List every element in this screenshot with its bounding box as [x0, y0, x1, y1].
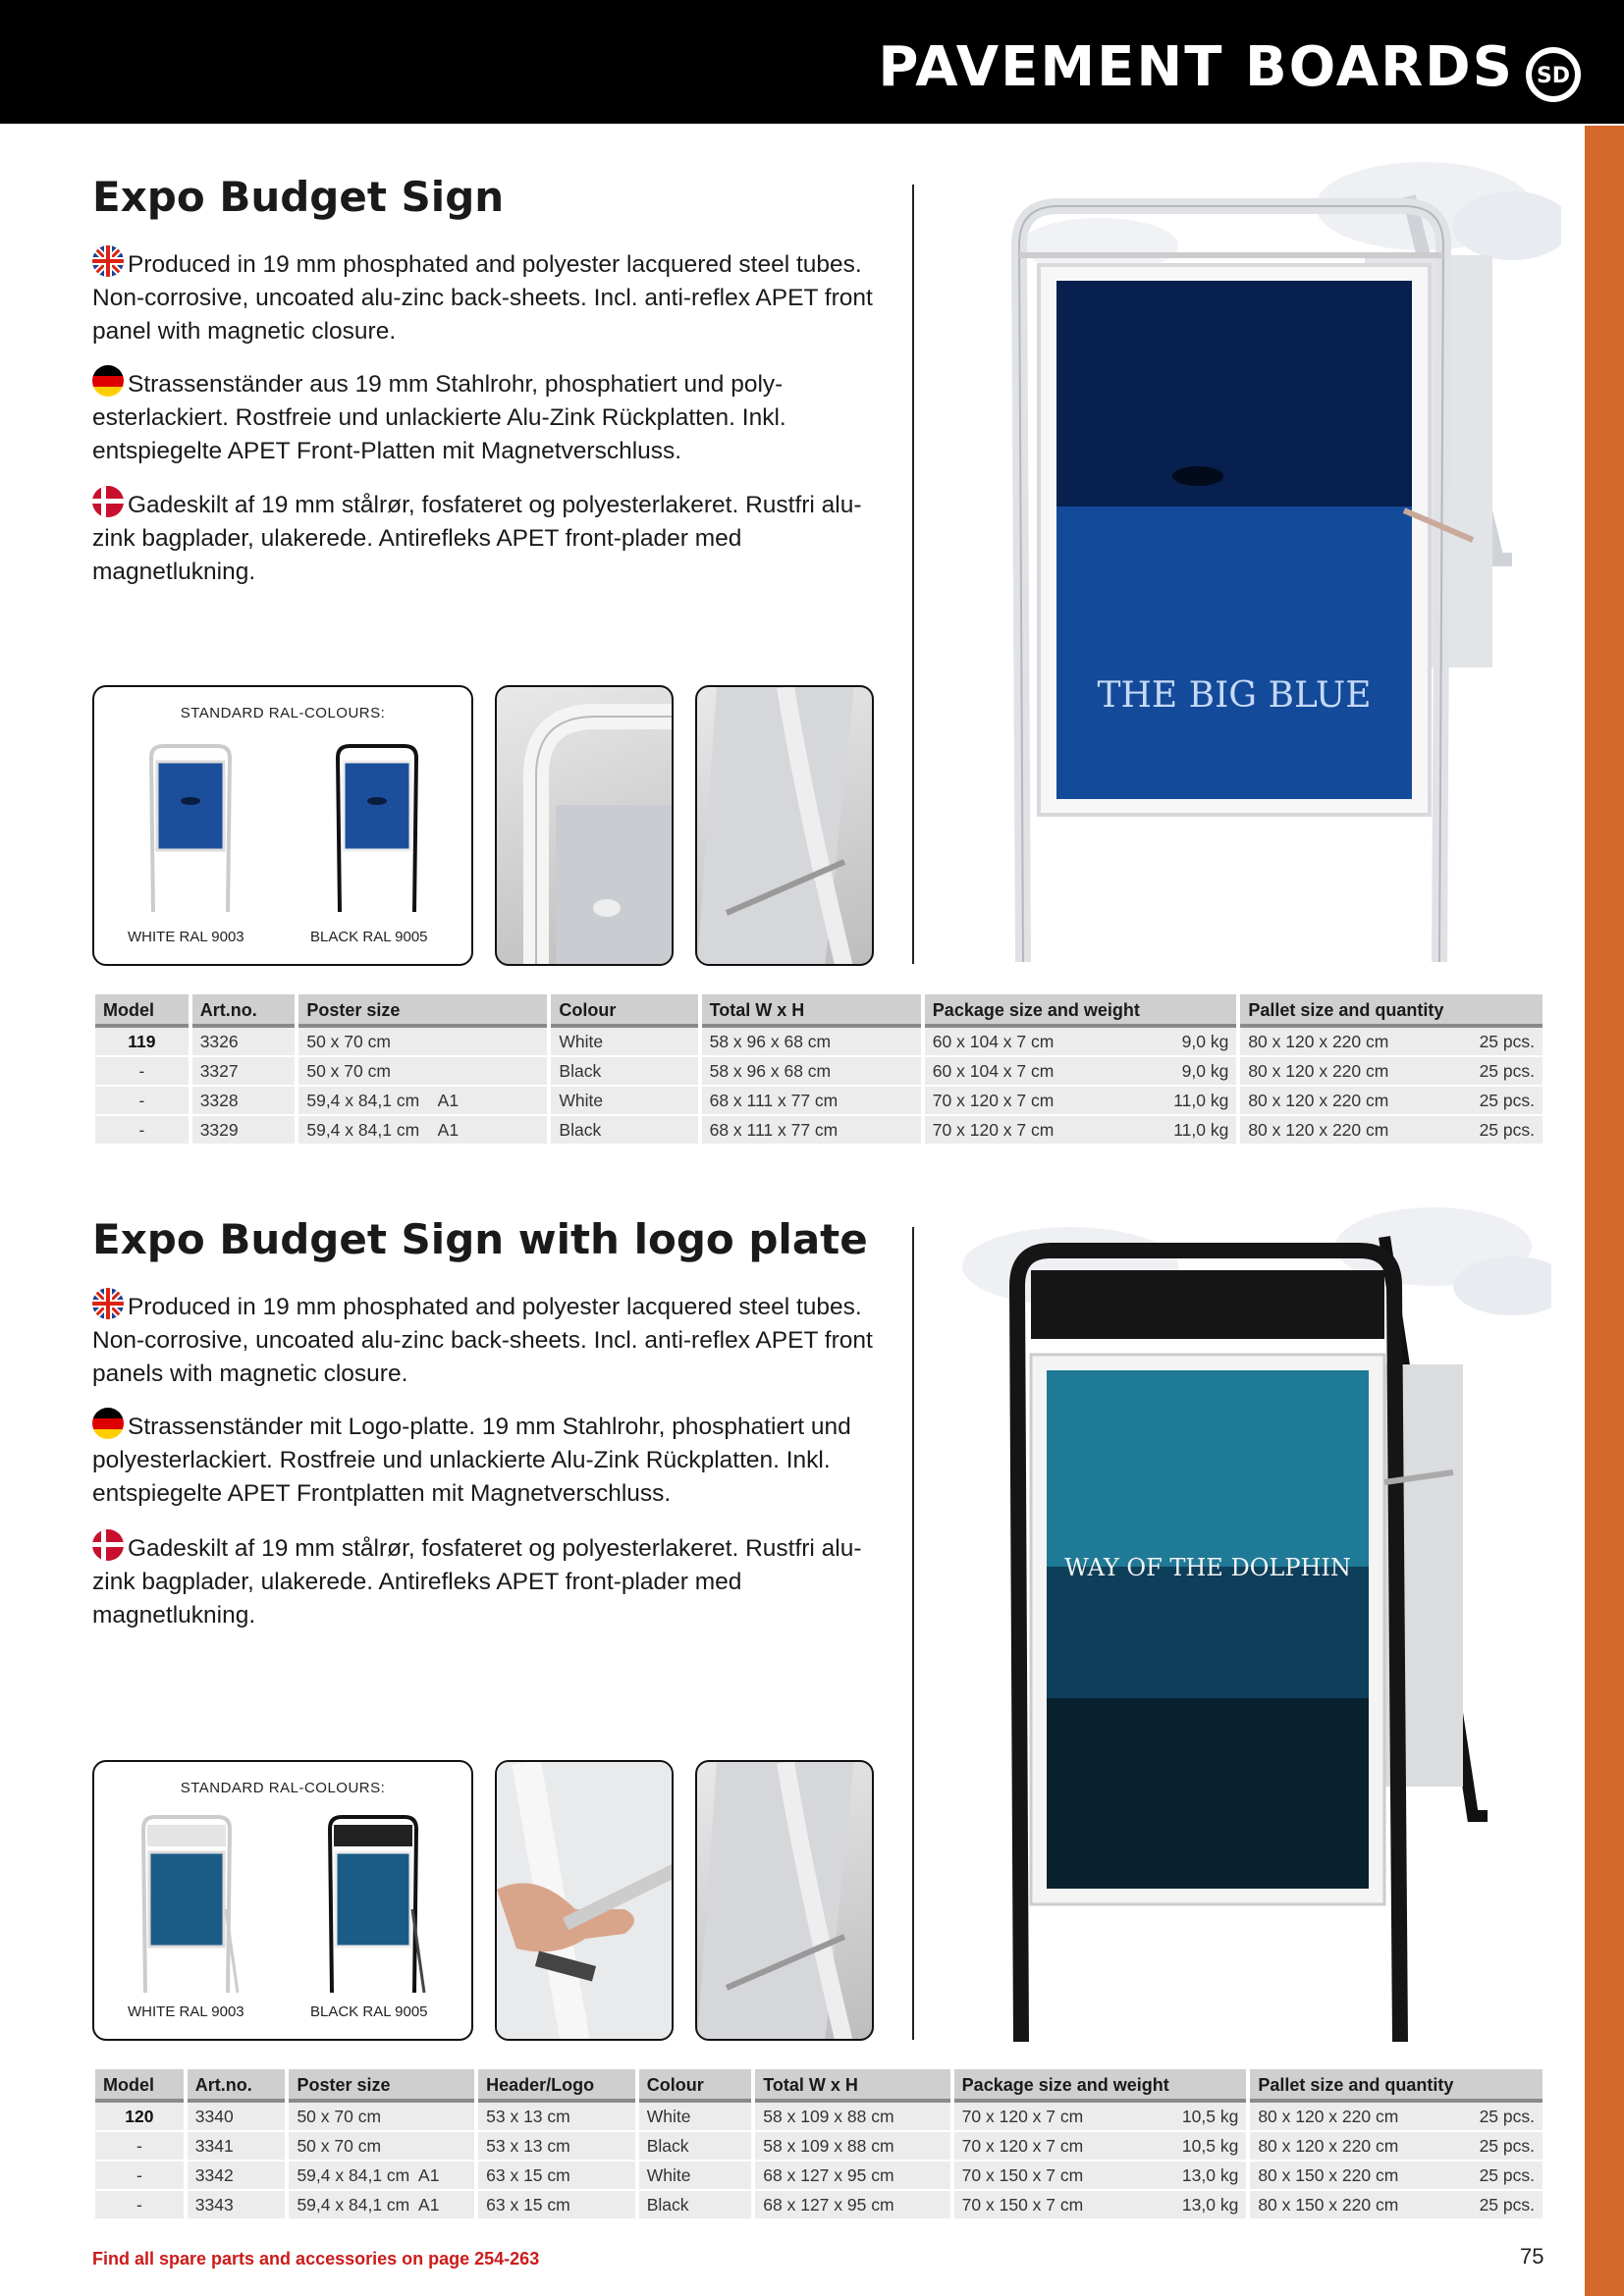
germany-flag-icon [92, 365, 124, 397]
cell-weight: 11,0 kg [1173, 1119, 1229, 1140]
cell-header-logo: 53 x 13 cm [478, 2132, 635, 2162]
sd-logo-icon [1522, 43, 1585, 106]
cell-artno: 3327 [192, 1057, 296, 1087]
cell-colour: White [639, 2103, 752, 2132]
denmark-flag-icon [92, 1529, 124, 1561]
cell-package-size: 70 x 150 x 7 cm [961, 2194, 1084, 2215]
table-row [95, 1087, 1543, 1116]
ral-colour-swatch-box [92, 685, 473, 966]
cell-header-logo: 63 x 15 cm [478, 2191, 635, 2220]
spec-table [91, 2069, 1546, 2220]
cell-pallet-size: 80 x 150 x 220 cm [1258, 2194, 1399, 2215]
orange-side-strip [1585, 126, 1624, 2296]
cell-pallet-size: 80 x 120 x 220 cm [1248, 1031, 1389, 1051]
cell-total-size: 68 x 111 x 77 cm [702, 1087, 921, 1116]
cell-weight: 9,0 kg [1181, 1031, 1229, 1051]
cell-colour: White [551, 1087, 697, 1116]
product-image-expo-budget-sign-logo [923, 1188, 1551, 2061]
cell-weight: 9,0 kg [1181, 1060, 1229, 1081]
cell-poster-size: 59,4 x 84,1 cm [306, 1090, 420, 1110]
detail-photo-frame-corner [495, 685, 674, 966]
table-row [95, 2191, 1543, 2220]
divider-line [912, 1227, 914, 2040]
cell-model: - [95, 2191, 184, 2220]
cell-artno: 3329 [192, 1116, 296, 1146]
ral-colour-swatch-box [92, 1760, 473, 2041]
col-header: Total W x H [755, 2069, 949, 2103]
cell-quantity: 25 pcs. [1479, 1031, 1535, 1051]
cell-package-size: 70 x 120 x 7 cm [961, 2106, 1084, 2126]
col-header: Colour [639, 2069, 752, 2103]
cell-poster-size: 59,4 x 84,1 cm [297, 2194, 410, 2215]
cell-total-size: 68 x 111 x 77 cm [702, 1116, 921, 1146]
cell-format: A1 [418, 2164, 440, 2185]
cell-poster-size: 50 x 70 cm [297, 2135, 382, 2156]
cell-colour: White [639, 2162, 752, 2191]
col-header: Total W x H [702, 994, 921, 1028]
table-row [95, 1057, 1543, 1087]
cell-model: - [95, 1116, 189, 1146]
cell-quantity: 25 pcs. [1479, 2164, 1535, 2185]
cell-artno: 3342 [188, 2162, 286, 2191]
swatch-caption: STANDARD RAL-COLOURS: [180, 1780, 386, 1796]
cell-poster-size: 50 x 70 cm [306, 1060, 391, 1081]
cell-artno: 3341 [188, 2132, 286, 2162]
denmark-flag-icon [92, 486, 124, 517]
cell-format: A1 [418, 2194, 440, 2215]
product-image-expo-budget-sign [962, 137, 1561, 972]
col-header: Package size and weight [925, 994, 1237, 1028]
cell-model: 119 [95, 1028, 189, 1057]
cell-package-size: 60 x 104 x 7 cm [932, 1060, 1055, 1081]
cell-artno: 3340 [188, 2103, 286, 2132]
uk-flag-icon [92, 245, 124, 277]
cell-colour: White [551, 1028, 697, 1057]
black-sign-logo-thumbnail [320, 1811, 428, 1998]
cell-colour: Black [639, 2132, 752, 2162]
col-header: Poster size [298, 994, 547, 1028]
table-header-row [95, 2069, 1543, 2103]
description-da: Gadeskilt af 19 mm stålrør, fosfateret og polyesterlakeret. Rustfri alu-zink bagplader, ulakerede. Antirefleks APET front-plader med magnetlukning. [92, 486, 878, 589]
cell-total-size: 58 x 96 x 68 cm [702, 1028, 921, 1057]
black-ral-label: BLACK RAL 9005 [310, 929, 428, 945]
cell-total-size: 58 x 109 x 88 cm [755, 2103, 949, 2132]
logo-text: SD [1536, 64, 1571, 88]
page-title: PAVEMENT BOARDS [878, 35, 1514, 99]
cell-format: A1 [437, 1090, 460, 1110]
white-sign-logo-thumbnail [134, 1811, 242, 1998]
table-row [95, 1116, 1543, 1146]
description-da: Gadeskilt af 19 mm stålrør, fosfateret og polyesterlakeret. Rustfri alu-zink bagplader, ulakerede. Antirefleks APET front-plader med magnetlukning. [92, 1529, 878, 1632]
black-ral-label: BLACK RAL 9005 [310, 2003, 428, 2020]
poster-title: THE BIG BLUE [1097, 675, 1372, 716]
detail-photo-side-brace [695, 1760, 874, 2041]
cell-model: - [95, 2162, 184, 2191]
cell-weight: 11,0 kg [1173, 1090, 1229, 1110]
cell-colour: Black [639, 2191, 752, 2220]
cell-poster-size: 59,4 x 84,1 cm [297, 2164, 410, 2185]
cell-weight: 13,0 kg [1181, 2194, 1239, 2215]
cell-total-size: 68 x 127 x 95 cm [755, 2162, 949, 2191]
table-row [95, 2132, 1543, 2162]
col-header: Header/Logo [478, 2069, 635, 2103]
white-ral-label: WHITE RAL 9003 [128, 929, 244, 945]
divider-line [912, 185, 914, 964]
cell-format: A1 [437, 1119, 460, 1140]
spec-table [91, 994, 1546, 1146]
cell-package-size: 70 x 150 x 7 cm [961, 2164, 1084, 2185]
poster-title: WAY OF THE DOLPHIN [1064, 1554, 1351, 1581]
cell-pallet-size: 80 x 120 x 220 cm [1248, 1119, 1389, 1140]
cell-pallet-size: 80 x 120 x 220 cm [1258, 2135, 1399, 2156]
white-sign-thumbnail [141, 740, 240, 917]
cell-poster-size: 50 x 70 cm [306, 1031, 391, 1051]
swatch-caption: STANDARD RAL-COLOURS: [180, 705, 386, 721]
col-header: Package size and weight [954, 2069, 1247, 2103]
detail-photo-hand-opening-frame [495, 1760, 674, 2041]
cell-weight: 10,5 kg [1181, 2135, 1239, 2156]
cell-quantity: 25 pcs. [1479, 1090, 1535, 1110]
col-header: Model [95, 994, 189, 1028]
cell-pallet-size: 80 x 120 x 220 cm [1248, 1060, 1389, 1081]
table-row [95, 2162, 1543, 2191]
cell-pallet-size: 80 x 150 x 220 cm [1258, 2164, 1399, 2185]
cell-package-size: 60 x 104 x 7 cm [932, 1031, 1055, 1051]
col-header: Pallet size and quantity [1250, 2069, 1543, 2103]
product-title: Expo Budget Sign [92, 173, 505, 221]
description-de: Strassenständer aus 19 mm Stahlrohr, phosphatiert und poly-esterlackiert. Rostfreie und unlackierte Alu-Zink Rückplatten. Inkl. entspiegelte APET Front-Platten mit Magnetverschluss. [92, 365, 878, 468]
cell-weight: 13,0 kg [1181, 2164, 1239, 2185]
cell-artno: 3328 [192, 1087, 296, 1116]
cell-pallet-size: 80 x 120 x 220 cm [1258, 2106, 1399, 2126]
cell-package-size: 70 x 120 x 7 cm [932, 1119, 1055, 1140]
col-header: Art.no. [192, 994, 296, 1028]
cell-artno: 3343 [188, 2191, 286, 2220]
cell-colour: Black [551, 1116, 697, 1146]
col-header: Pallet size and quantity [1240, 994, 1543, 1028]
uk-flag-icon [92, 1288, 124, 1319]
cell-package-size: 70 x 120 x 7 cm [932, 1090, 1055, 1110]
cell-model: - [95, 2132, 184, 2162]
cell-model: - [95, 1087, 189, 1116]
product-title: Expo Budget Sign with logo plate [92, 1215, 868, 1263]
cell-weight: 10,5 kg [1181, 2106, 1239, 2126]
cell-header-logo: 63 x 15 cm [478, 2162, 635, 2191]
white-ral-label: WHITE RAL 9003 [128, 2003, 244, 2020]
detail-photo-side-brace [695, 685, 874, 966]
col-header: Poster size [289, 2069, 474, 2103]
cell-quantity: 25 pcs. [1479, 2194, 1535, 2215]
cell-quantity: 25 pcs. [1479, 1119, 1535, 1140]
cell-model: - [95, 1057, 189, 1087]
cell-pallet-size: 80 x 120 x 220 cm [1248, 1090, 1389, 1110]
col-header: Art.no. [188, 2069, 286, 2103]
cell-artno: 3326 [192, 1028, 296, 1057]
cell-colour: Black [551, 1057, 697, 1087]
cell-poster-size: 59,4 x 84,1 cm [306, 1119, 420, 1140]
black-sign-thumbnail [328, 740, 426, 917]
table-row [95, 1028, 1543, 1057]
cell-model: 120 [95, 2103, 184, 2132]
description-en: Produced in 19 mm phosphated and polyester lacquered steel tubes. Non-corrosive, uncoated alu-zinc back-sheets. Incl. anti-reflex APET front panels with magnetic closure. [92, 1288, 878, 1391]
description-de: Strassenständer mit Logo-platte. 19 mm Stahlrohr, phosphatiert und polyesterlackiert. Rostfreie und unlackierte Alu-Zink Rückplatten. Inkl. entspiegelte APET Frontplatten mit Magnetverschluss. [92, 1408, 907, 1511]
cell-package-size: 70 x 120 x 7 cm [961, 2135, 1084, 2156]
spare-parts-note: Find all spare parts and accessories on page 254-263 [92, 2249, 540, 2269]
description-en: Produced in 19 mm phosphated and polyester lacquered steel tubes. Non-corrosive, uncoated alu-zinc back-sheets. Incl. anti-reflex APET front panel with magnetic closure. [92, 245, 878, 348]
cell-header-logo: 53 x 13 cm [478, 2103, 635, 2132]
table-row [95, 2103, 1543, 2132]
cell-poster-size: 50 x 70 cm [297, 2106, 382, 2126]
cell-total-size: 58 x 109 x 88 cm [755, 2132, 949, 2162]
page-number: 75 [1520, 2244, 1544, 2269]
germany-flag-icon [92, 1408, 124, 1439]
cell-quantity: 25 pcs. [1479, 2135, 1535, 2156]
cell-total-size: 58 x 96 x 68 cm [702, 1057, 921, 1087]
col-header: Model [95, 2069, 184, 2103]
cell-total-size: 68 x 127 x 95 cm [755, 2191, 949, 2220]
cell-quantity: 25 pcs. [1479, 1060, 1535, 1081]
table-header-row [95, 994, 1543, 1028]
col-header: Colour [551, 994, 697, 1028]
cell-quantity: 25 pcs. [1479, 2106, 1535, 2126]
